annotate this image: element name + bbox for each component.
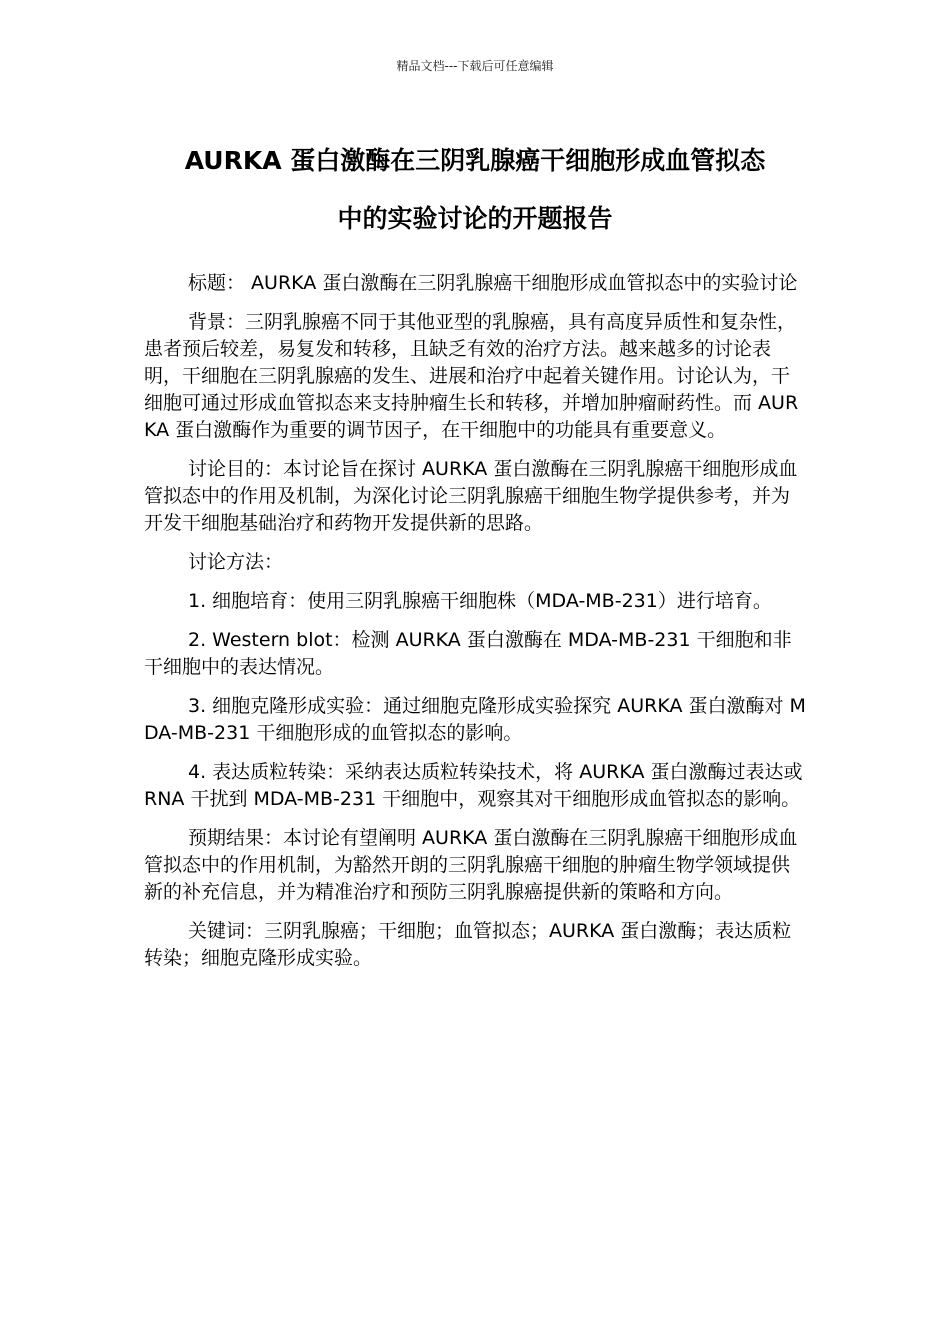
method-item-2: 2. Western blot：检测 AURKA 蛋白激酶在 MDA-MB-231 干细胞和非干细胞中的表达情况。 <box>144 629 792 678</box>
title-line-2: 中的实验讨论的开题报告 <box>337 204 613 233</box>
topic-paragraph <box>144 270 806 297</box>
keywords-paragraph <box>144 918 806 972</box>
results-text: 本讨论有望阐明 AURKA 蛋白激酶在三阴乳腺癌干细胞形成血管拟态中的作用机制，为豁然开朗的三阴乳腺癌干细胞的肿瘤生物学领域提供新的补充信息，并为精准治疗和预防三阴乳腺癌提供新的策略和方向。 <box>144 827 798 903</box>
keywords-text: 三阴乳腺癌；干细胞；血管拟态；AURKA 蛋白激酶；表达质粒转染；细胞克隆形成实验。 <box>144 920 792 969</box>
method-item-4: 4. 表达质粒转染：采纳表达质粒转染技术，将 AURKA 蛋白激酶过表达或 RNA 干扰到 MDA-MB-231 干细胞中，观察其对干细胞形成血管拟态的影响。 <box>144 761 803 810</box>
document-body <box>144 270 806 984</box>
document-title <box>130 132 820 248</box>
keywords-label: 关键词： <box>188 920 265 942</box>
background-paragraph <box>144 309 806 444</box>
header-note: 精品文档---下载后可任意编辑 <box>396 59 554 73</box>
purpose-paragraph <box>144 456 806 537</box>
topic-text: AURKA 蛋白激酶在三阴乳腺癌干细胞形成血管拟态中的实验讨论 <box>245 272 798 294</box>
topic-label: 标题： <box>188 272 246 294</box>
results-label: 预期结果： <box>188 827 284 849</box>
purpose-text: 本讨论旨在探讨 AURKA 蛋白激酶在三阴乳腺癌干细胞形成血管拟态中的作用及机制，为深化讨论三阴乳腺癌干细胞生物学提供参考，并为开发干细胞基础治疗和药物开发提供新的思路。 <box>144 458 798 534</box>
methods-heading: 讨论方法： <box>188 551 284 573</box>
background-text: 三阴乳腺癌不同于其他亚型的乳腺癌，具有高度异质性和复杂性，患者预后较差，易复发和转移，且缺乏有效的治疗方法。越来越多的讨论表明，干细胞在三阴乳腺癌的发生、进展和治疗中起着关键作用。讨论认为，干细胞可通过形成血管拟态来支持肿瘤生长和转移，并增加肿瘤耐药性。而 AURKA 蛋白激酶作为重要的调节因子，在干细胞中的功能具有重要意义。 <box>144 311 799 441</box>
results-paragraph <box>144 825 806 906</box>
background-label: 背景： <box>188 311 246 333</box>
method-item-3: 3. 细胞克隆形成实验：通过细胞克隆形成实验探究 AURKA 蛋白激酶对 MDA-MB-231 干细胞形成的血管拟态的影响。 <box>144 695 806 744</box>
purpose-label: 讨论目的： <box>188 458 284 480</box>
method-item-1: 1. 细胞培育：使用三阴乳腺癌干细胞株（MDA-MB-231）进行培育。 <box>188 590 772 612</box>
title-line-1: AURKA 蛋白激酶在三阴乳腺癌干细胞形成血管拟态 <box>184 146 766 175</box>
